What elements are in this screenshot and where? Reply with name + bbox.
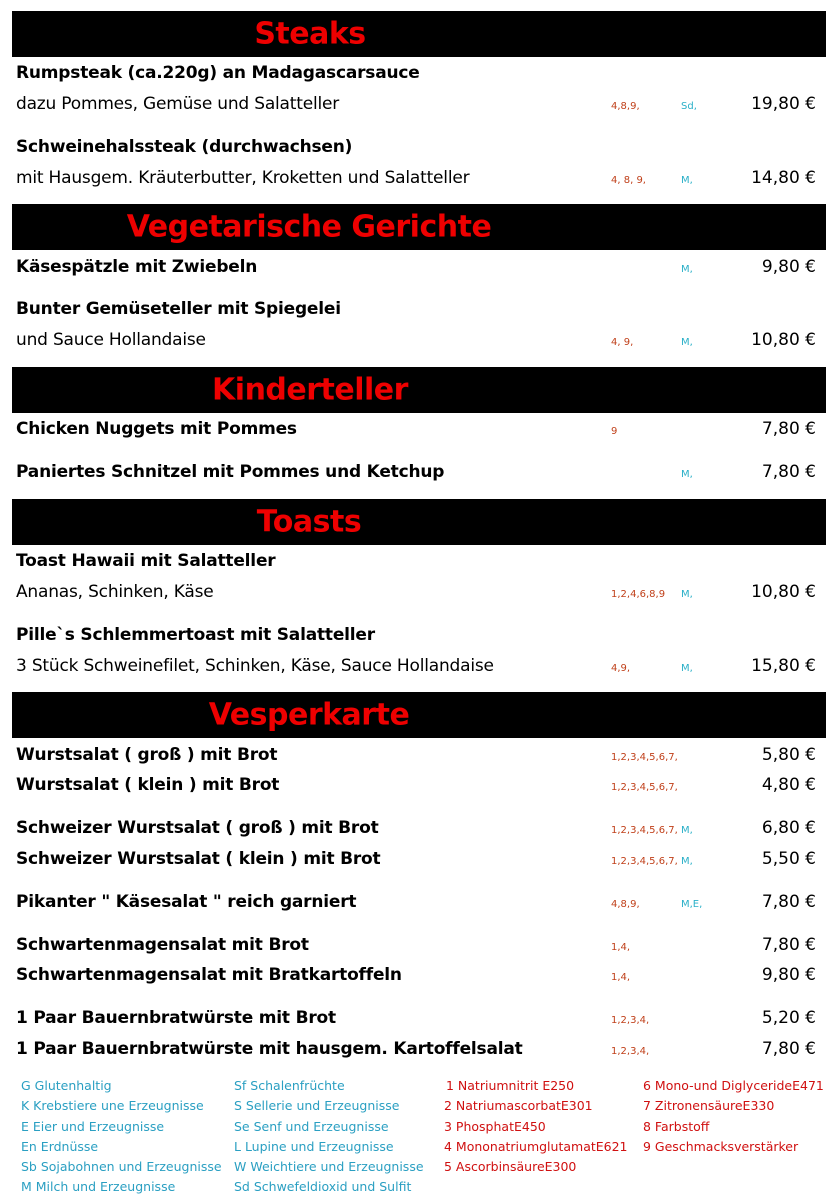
section-title: Steaks (254, 16, 366, 52)
item-price: 4,80 € (761, 775, 816, 795)
allergen-codes: M, (681, 589, 693, 600)
allergen-codes: M, (681, 469, 693, 480)
item-name: Chicken Nuggets mit Pommes (16, 419, 297, 439)
item-name: Schweinehalssteak (durchwachsen) (16, 137, 353, 157)
item-price: 7,80 € (761, 1039, 816, 1059)
item-price: 9,80 € (761, 965, 816, 985)
menu-item-detail (0, 165, 832, 191)
menu-item (0, 962, 832, 988)
menu-item-detail (0, 327, 832, 353)
item-price: 5,50 € (761, 849, 816, 869)
additive-codes: 4, 8, 9, (611, 175, 646, 186)
legend-entry: S Sellerie und Erzeugnisse (234, 1098, 400, 1114)
legend-entry: M Milch und Erzeugnisse (21, 1179, 176, 1195)
additive-legend-col1 (444, 1076, 628, 1177)
menu-item (0, 846, 832, 872)
menu-item (0, 134, 832, 160)
allergen-codes: M, (681, 337, 693, 348)
allergen-codes: M,E, (681, 899, 703, 910)
item-name: Schwartenmagensalat mit Brot (16, 935, 309, 955)
item-price: 6,80 € (761, 818, 816, 838)
additive-codes: 9 (611, 426, 618, 437)
item-price: 9,80 € (761, 257, 816, 277)
menu-item (0, 416, 832, 442)
item-name: Toast Hawaii mit Salatteller (16, 551, 276, 571)
menu-item (0, 254, 832, 280)
section-header-kids (12, 367, 826, 413)
item-name: Pille`s Schlemmertoast mit Salatteller (16, 625, 375, 645)
item-name: 1 Paar Bauernbratwürste mit Brot (16, 1008, 336, 1028)
additive-codes: 1,2,3,4, (611, 1015, 650, 1026)
item-name: Schweizer Wurstsalat ( klein ) mit Brot (16, 849, 381, 869)
menu-item (0, 296, 832, 322)
section-title: Vegetarische Gerichte (126, 209, 492, 245)
section-title: Toasts (256, 504, 362, 540)
item-price: 5,80 € (761, 745, 816, 765)
section-header-vegetarian (12, 204, 826, 250)
additive-codes: 1,4, (611, 942, 631, 953)
additive-codes: 4,8,9, (611, 101, 640, 112)
additive-codes: 4,9, (611, 663, 631, 674)
item-name: Schweizer Wurstsalat ( groß ) mit Brot (16, 818, 379, 838)
allergen-codes: Sd, (681, 101, 697, 112)
legend-entry: G Glutenhaltig (21, 1078, 112, 1093)
legend-entry: 7 ZitronensäureE330 (643, 1098, 775, 1114)
menu-item (0, 60, 832, 86)
item-name: Wurstsalat ( klein ) mit Brot (16, 775, 280, 795)
legend-entry: E Eier und Erzeugnisse (21, 1118, 165, 1134)
menu-item (0, 932, 832, 958)
menu-item (0, 742, 832, 768)
menu-item (0, 459, 832, 485)
menu-item (0, 1036, 832, 1062)
section-title: Vesperkarte (208, 697, 410, 733)
legend-entry: Sd Schwefeldioxid und Sulfit (234, 1179, 412, 1195)
item-name: Wurstsalat ( groß ) mit Brot (16, 745, 278, 765)
legend-entry: 6 Mono-und DiglycerideE471 (643, 1078, 824, 1093)
menu-item (0, 548, 832, 574)
menu-item-detail (0, 653, 832, 679)
item-price: 5,20 € (761, 1008, 816, 1028)
item-price: 15,80 € (751, 656, 816, 676)
legend-entry: 4 MononatriumglutamatE621 (444, 1138, 628, 1154)
item-description: und Sauce Hollandaise (16, 330, 206, 350)
item-price: 7,80 € (761, 892, 816, 912)
item-price: 7,80 € (761, 462, 816, 482)
section-header-steaks (12, 11, 826, 57)
additive-codes: 4, 9, (611, 337, 634, 348)
item-description: 3 Stück Schweinefilet, Schinken, Käse, Sauce Hollandaise (16, 656, 494, 676)
allergen-codes: M, (681, 825, 693, 836)
legend-entry: W Weichtiere und Erzeugnisse (234, 1159, 424, 1175)
additive-codes: 1,2,3,4, (611, 1046, 650, 1057)
legend-entry: Sb Sojabohnen und Erzeugnisse (21, 1159, 222, 1175)
additive-codes: 1,4, (611, 972, 631, 983)
menu-item (0, 889, 832, 915)
item-description: dazu Pommes, Gemüse und Salatteller (16, 94, 340, 114)
legend-entry: K Krebstiere une Erzeugnisse (21, 1098, 204, 1114)
allergen-codes: M, (681, 264, 693, 275)
menu-item-detail (0, 579, 832, 605)
allergen-codes: M, (681, 175, 693, 186)
legend-entry: 5 AscorbinsäureE300 (444, 1159, 577, 1175)
menu-item (0, 1005, 832, 1031)
additive-codes: 1,2,4,6,8,9 (611, 589, 666, 600)
additive-codes: 1,2,3,4,5,6,7, (611, 752, 678, 763)
menu-item-detail (0, 91, 832, 117)
item-description: Ananas, Schinken, Käse (16, 582, 214, 602)
item-name: 1 Paar Bauernbratwürste mit hausgem. Kartoffelsalat (16, 1039, 523, 1059)
legend-entry: Se Senf und Erzeugnisse (234, 1118, 389, 1134)
item-name: Bunter Gemüseteller mit Spiegelei (16, 299, 341, 319)
allergen-codes: M, (681, 663, 693, 674)
item-name: Paniertes Schnitzel mit Pommes und Ketchup (16, 462, 445, 482)
legend-entry: Sf Schalenfrüchte (234, 1078, 345, 1093)
additive-codes: 1,2,3,4,5,6,7, (611, 782, 678, 793)
item-price: 7,80 € (761, 935, 816, 955)
menu-item (0, 622, 832, 648)
additive-legend-col2 (643, 1076, 824, 1157)
item-price: 19,80 € (751, 94, 816, 114)
legend-entry: 8 Farbstoff (643, 1118, 710, 1134)
item-price: 10,80 € (751, 582, 816, 602)
menu-item (0, 772, 832, 798)
additive-codes: 4,8,9, (611, 899, 640, 910)
item-name: Rumpsteak (ca.220g) an Madagascarsauce (16, 63, 420, 83)
legend-entry: 3 PhosphatE450 (444, 1118, 546, 1134)
additive-codes: 1,2,3,4,5,6,7, (611, 825, 678, 836)
menu-item (0, 815, 832, 841)
item-price: 10,80 € (751, 330, 816, 350)
section-header-vesper (12, 692, 826, 738)
allergen-legend-col1 (21, 1076, 222, 1198)
item-name: Pikanter " Käsesalat " reich garniert (16, 892, 357, 912)
legend-entry: 1 Natriumnitrit E250 (446, 1078, 575, 1093)
legend-entry: L Lupine und Erzeugnisse (234, 1138, 394, 1154)
section-title: Kinderteller (212, 372, 408, 408)
section-header-toasts (12, 499, 826, 545)
legend-entry: En Erdnüsse (21, 1138, 99, 1154)
legend-entry: 2 NatriumascorbatE301 (444, 1098, 593, 1114)
additive-codes: 1,2,3,4,5,6,7, (611, 856, 678, 867)
legend-entry: 9 Geschmacksverstärker (643, 1138, 799, 1154)
allergen-legend-col2 (234, 1076, 424, 1198)
item-price: 7,80 € (761, 419, 816, 439)
item-price: 14,80 € (751, 168, 816, 188)
allergen-codes: M, (681, 856, 693, 867)
item-name: Käsespätzle mit Zwiebeln (16, 257, 258, 277)
item-description: mit Hausgem. Kräuterbutter, Kroketten und Salatteller (16, 168, 470, 188)
item-name: Schwartenmagensalat mit Bratkartoffeln (16, 965, 402, 985)
